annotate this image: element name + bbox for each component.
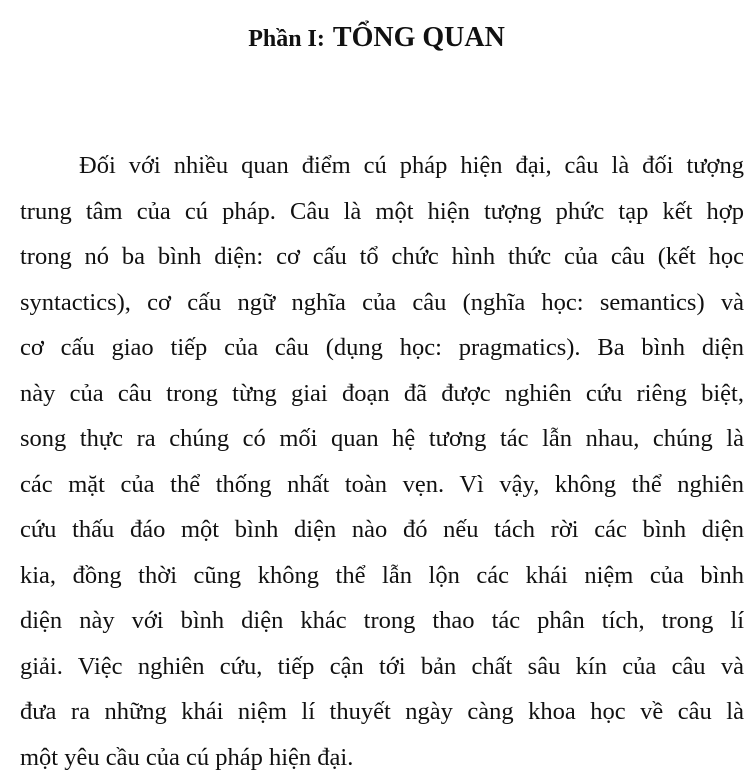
text-line: Đối với nhiều quan điểm cú pháp hiện đại, câu là đối tượng <box>79 152 744 179</box>
text-line: diện này với bình diện khác trong thao tác phân tích, trong lí <box>20 607 744 634</box>
text-line: trong nó ba bình diện: cơ cấu tổ chức hình thức của câu (kết học <box>20 243 744 270</box>
text-line: song thực ra chúng có mối quan hệ tương tác lẫn nhau, chúng là <box>20 425 744 452</box>
text-line: một yêu cầu của cú pháp hiện đại. <box>20 743 354 771</box>
text-line: này của câu trong từng giai đoạn đã được nghiên cứu riêng biệt, <box>20 379 744 407</box>
body-paragraph <box>20 143 744 780</box>
text-line: các mặt của thể thống nhất toàn vẹn. Vì vậy, không thể nghiên <box>20 470 744 498</box>
section-heading <box>0 14 753 66</box>
text-line: syntactics), cơ cấu ngữ nghĩa của câu (nghĩa học: semantics) và <box>20 288 744 316</box>
text-line: đưa ra những khái niệm lí thuyết ngày càng khoa học về câu là <box>20 698 744 725</box>
text-line: kia, đồng thời cũng không thể lẫn lộn các khái niệm của bình <box>20 561 744 589</box>
text-line: cơ cấu giao tiếp của câu (dụng học: pragmatics). Ba bình diện <box>20 334 744 361</box>
text-line: cứu thấu đáo một bình diện nào đó nếu tách rời các bình diện <box>20 516 744 543</box>
section-title: TỔNG QUAN <box>332 22 505 53</box>
text-line: giải. Việc nghiên cứu, tiếp cận tới bản chất sâu kín của câu và <box>20 652 744 680</box>
part-label: Phần I: <box>248 26 325 52</box>
text-line: trung tâm của cú pháp. Câu là một hiện tượng phức tạp kết hợp <box>20 197 744 225</box>
